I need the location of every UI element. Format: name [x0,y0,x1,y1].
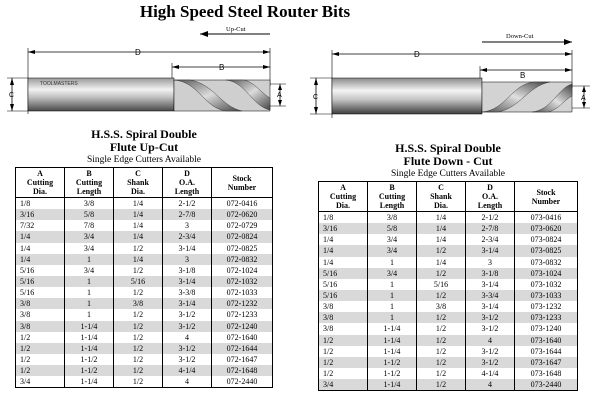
table-cell: 1/2 [319,368,368,379]
table-cell: 1/2 [319,357,368,368]
table-cell: 3 [466,257,515,268]
table-cell: 5/8 [65,209,114,220]
table-cell: 1/4 [114,254,163,265]
col-header: Stock Number [515,182,578,212]
upcut-subheading: Single Edge Cutters Available [86,155,202,165]
table-cell: 1-1/4 [368,379,417,391]
table-row [319,323,578,334]
table-cell: 3/8 [114,298,163,309]
table-cell: 1/4 [16,243,65,254]
table-cell: 1/4 [319,257,368,268]
table-cell: 1/2 [114,321,163,332]
table-cell: 1 [65,254,114,265]
table-row [16,254,273,265]
table-row [319,357,578,368]
table-cell: 1 [65,287,114,298]
table-cell: 1 [368,290,417,301]
table-cell: 1/2 [16,343,65,354]
table-cell: 073-1233 [515,312,578,323]
table-cell: 4 [466,379,515,391]
table-cell: 1/4 [417,212,466,224]
table-cell: 1 [65,276,114,287]
table-cell: 1/2 [417,368,466,379]
table-row [319,346,578,357]
table-cell: 4 [466,335,515,346]
table-cell: 3/4 [65,265,114,276]
table-row [319,223,578,234]
table-cell: 1/2 [114,365,163,376]
col-header: B Cutting Length [368,182,417,212]
table-row [16,376,273,388]
dim-b-label: B [520,71,526,80]
table-row [319,279,578,290]
table-cell: 4 [163,376,212,388]
dim-c-label: C [313,94,319,101]
table-cell: 3-1/2 [163,309,212,320]
table-cell: 3/8 [417,301,466,312]
table-cell: 3-1/4 [466,301,515,312]
table-cell: 3-3/4 [466,290,515,301]
table-row [16,309,273,320]
table-cell: 073-0416 [515,212,578,224]
table-row [16,365,273,376]
downcut-bit-diagram [306,26,592,122]
table-cell: 3/4 [319,379,368,391]
table-row [16,209,273,220]
col-header: A Cutting Dia. [319,182,368,212]
table-cell: 072-0416 [212,198,273,210]
table-cell: 1/2 [114,287,163,298]
table-cell: 3/4 [368,234,417,245]
table-row [16,198,273,210]
table-cell: 1-1/2 [65,354,114,365]
table-cell: 072-0729 [212,220,273,231]
table-cell: 5/16 [16,265,65,276]
table-cell: 5/16 [319,268,368,279]
table-cell: 3-1/4 [163,276,212,287]
table-cell: 3/4 [368,245,417,256]
table-cell: 1/4 [319,245,368,256]
col-header: D O.A. Length [163,168,212,198]
table-cell: 3-1/4 [163,243,212,254]
table-cell: 072-0620 [212,209,273,220]
table-cell: 1/4 [114,231,163,242]
table-cell: 3-1/8 [163,265,212,276]
table-cell: 3/8 [16,309,65,320]
table-cell: 3-1/4 [466,245,515,256]
table-cell: 073-2440 [515,379,578,391]
table-row [319,290,578,301]
table-cell: 1/2 [114,265,163,276]
table-cell: 1/4 [114,209,163,220]
col-header: B Cutting Length [65,168,114,198]
table-cell: 072-1647 [212,354,273,365]
table-row [319,379,578,391]
table-cell: 2-7/8 [466,223,515,234]
table-row [16,276,273,287]
table-row [319,212,578,224]
table-cell: 072-1232 [212,298,273,309]
page-title: High Speed Steel Router Bits [139,2,351,21]
table-cell: 073-0832 [515,257,578,268]
table-cell: 073-0620 [515,223,578,234]
table-cell: 2-3/4 [163,231,212,242]
table-row [16,343,273,354]
table-cell: 3-1/4 [163,298,212,309]
table-cell: 073-1232 [515,301,578,312]
table-cell: 073-1024 [515,268,578,279]
table-cell: 1/4 [114,220,163,231]
table-cell: 3-1/2 [466,312,515,323]
table-cell: 3-1/2 [466,346,515,357]
table-cell: 1/2 [417,346,466,357]
table-cell: 2-3/4 [466,234,515,245]
table-row [319,234,578,245]
table-cell: 3-1/2 [466,323,515,334]
dim-b-label: B [219,63,225,72]
table-cell: 1/2 [16,365,65,376]
table-cell: 1/2 [114,354,163,365]
table-cell: 072-1644 [212,343,273,354]
table-row [319,301,578,312]
table-cell: 2-1/2 [466,212,515,224]
dim-a-label: A [277,92,282,99]
col-header: A Cutting Dia. [16,168,65,198]
table-cell: 1-1/4 [65,332,114,343]
table-cell: 073-0825 [515,245,578,256]
table-cell: 073-1647 [515,357,578,368]
table-cell: 3/8 [16,321,65,332]
table-cell: 1/2 [319,346,368,357]
table-cell: 1/2 [417,245,466,256]
table-body [16,198,273,388]
table-cell: 2-7/8 [163,209,212,220]
table-cell: 3-1/2 [466,357,515,368]
table-row [319,312,578,323]
dim-d-label: D [414,50,420,59]
table-cell: 1-1/4 [368,323,417,334]
table-row [319,257,578,268]
table-cell: 4 [163,332,212,343]
heading-line-1: H.S.S. Spiral Double [395,141,501,155]
table-cell: 3-1/2 [163,354,212,365]
table-cell: 5/16 [417,279,466,290]
col-header: C Shank Dia. [114,168,163,198]
table-row [16,220,273,231]
table-cell: 1/2 [417,323,466,334]
table-cell: 072-1024 [212,265,273,276]
table-cell: 1/4 [16,231,65,242]
table-cell: 3/8 [16,298,65,309]
table-cell: 1/2 [114,343,163,354]
table-cell: 1-1/2 [368,357,417,368]
table-cell: 5/16 [319,279,368,290]
table-cell: 073-1240 [515,323,578,334]
table-cell: 3/16 [16,209,65,220]
table-cell: 5/16 [16,287,65,298]
table-header [319,182,578,212]
table-cell: 7/8 [65,220,114,231]
table-header [16,168,273,198]
table-cell: 1/2 [417,379,466,391]
table-cell: 072-1640 [212,332,273,343]
downcut-label: Down-Cut [506,33,534,40]
upcut-spec-table [15,167,273,388]
table-cell: 3/16 [319,223,368,234]
table-cell: 3/8 [319,301,368,312]
table-cell: 3/8 [368,212,417,224]
table-cell: 3-1/2 [163,343,212,354]
upcut-label: Up-Cut [226,26,246,33]
table-row [319,368,578,379]
table-cell: 1/4 [114,198,163,210]
table-cell: 3/4 [65,231,114,242]
table-cell: 1/2 [114,243,163,254]
table-cell: 073-1648 [515,368,578,379]
table-cell: 072-0825 [212,243,273,254]
shank-text: TOOLMASTERS [40,81,78,87]
table-cell: 1/4 [417,223,466,234]
shank [332,78,482,114]
table-cell: 1/2 [114,332,163,343]
table-cell: 1/2 [417,335,466,346]
table-cell: 073-1644 [515,346,578,357]
table-cell: 073-1032 [515,279,578,290]
table-cell: 1-1/4 [65,321,114,332]
table-cell: 1-1/4 [368,346,417,357]
table-cell: 1/2 [417,268,466,279]
table-row [16,332,273,343]
table-row [16,298,273,309]
table-cell: 3-1/2 [163,321,212,332]
table-cell: 072-1032 [212,276,273,287]
table-cell: 1/2 [319,335,368,346]
table-cell: 073-1033 [515,290,578,301]
table-cell: 1 [368,257,417,268]
table-cell: 1/4 [417,234,466,245]
upcut-table-heading [15,128,273,154]
table-cell: 072-0832 [212,254,273,265]
downcut-spec-table [318,181,578,391]
table-cell: 3/4 [368,268,417,279]
table-row [319,268,578,279]
table-cell: 1 [65,298,114,309]
downcut-table-heading [318,142,578,168]
table-row [16,321,273,332]
table-row [16,243,273,254]
table-cell: 1-1/4 [65,343,114,354]
table-cell: 1-1/2 [65,365,114,376]
table-cell: 5/8 [368,223,417,234]
table-cell: 1/2 [114,376,163,388]
table-cell: 5/16 [16,276,65,287]
dim-d-label: D [135,48,141,57]
table-cell: 1/2 [114,309,163,320]
table-row [319,335,578,346]
dim-a-label: A [581,95,586,102]
table-cell: 073-1640 [515,335,578,346]
table-cell: 3/4 [65,243,114,254]
table-cell: 072-1648 [212,365,273,376]
table-cell: 3-1/8 [466,268,515,279]
table-cell: 5/16 [319,290,368,301]
table-cell: 072-0824 [212,231,273,242]
table-cell: 072-1033 [212,287,273,298]
heading-line-2: Flute Down - Cut [403,154,493,168]
table-cell: 1 [65,309,114,320]
table-body [319,212,578,391]
table-cell: 7/32 [16,220,65,231]
table-cell: 1/8 [319,212,368,224]
table-cell: 1/2 [16,332,65,343]
table-cell: 3/4 [16,376,65,388]
table-row [16,354,273,365]
dim-c-label: C [9,92,15,99]
table-cell: 073-0824 [515,234,578,245]
table-cell: 1/4 [16,254,65,265]
table-cell: 1-1/4 [368,335,417,346]
table-cell: 3/8 [65,198,114,210]
table-row [16,231,273,242]
table-cell: 1/4 [319,234,368,245]
table-cell: 5/16 [114,276,163,287]
table-cell: 3/8 [319,323,368,334]
col-header: D O.A. Length [466,182,515,212]
table-cell: 2-1/2 [163,198,212,210]
table-row [319,245,578,256]
downcut-subheading: Single Edge Cutters Available [390,169,506,179]
table-cell: 1/2 [417,290,466,301]
table-cell: 1/2 [16,354,65,365]
table-cell: 1/2 [417,357,466,368]
table-cell: 1 [368,312,417,323]
upcut-bit-diagram [4,22,288,122]
table-cell: 1-1/4 [65,376,114,388]
table-cell: 4-1/4 [163,365,212,376]
table-cell: 1 [368,279,417,290]
table-cell: 1 [368,301,417,312]
table-cell: 072-1240 [212,321,273,332]
table-cell: 072-2440 [212,376,273,388]
table-cell: 3-1/4 [466,279,515,290]
table-cell: 1/4 [417,257,466,268]
heading-line-2: Flute Up-Cut [109,140,179,154]
table-row [16,287,273,298]
table-cell: 072-1233 [212,309,273,320]
table-cell: 4-1/4 [466,368,515,379]
col-header: Stock Number [212,168,273,198]
table-cell: 1/2 [417,312,466,323]
table-cell: 1-1/2 [368,368,417,379]
table-cell: 3/8 [319,312,368,323]
col-header: C Shank Dia. [417,182,466,212]
table-cell: 3 [163,220,212,231]
table-cell: 1/8 [16,198,65,210]
table-row [16,265,273,276]
heading-line-1: H.S.S. Spiral Double [91,127,197,141]
table-cell: 3-3/8 [163,287,212,298]
table-cell: 3 [163,254,212,265]
